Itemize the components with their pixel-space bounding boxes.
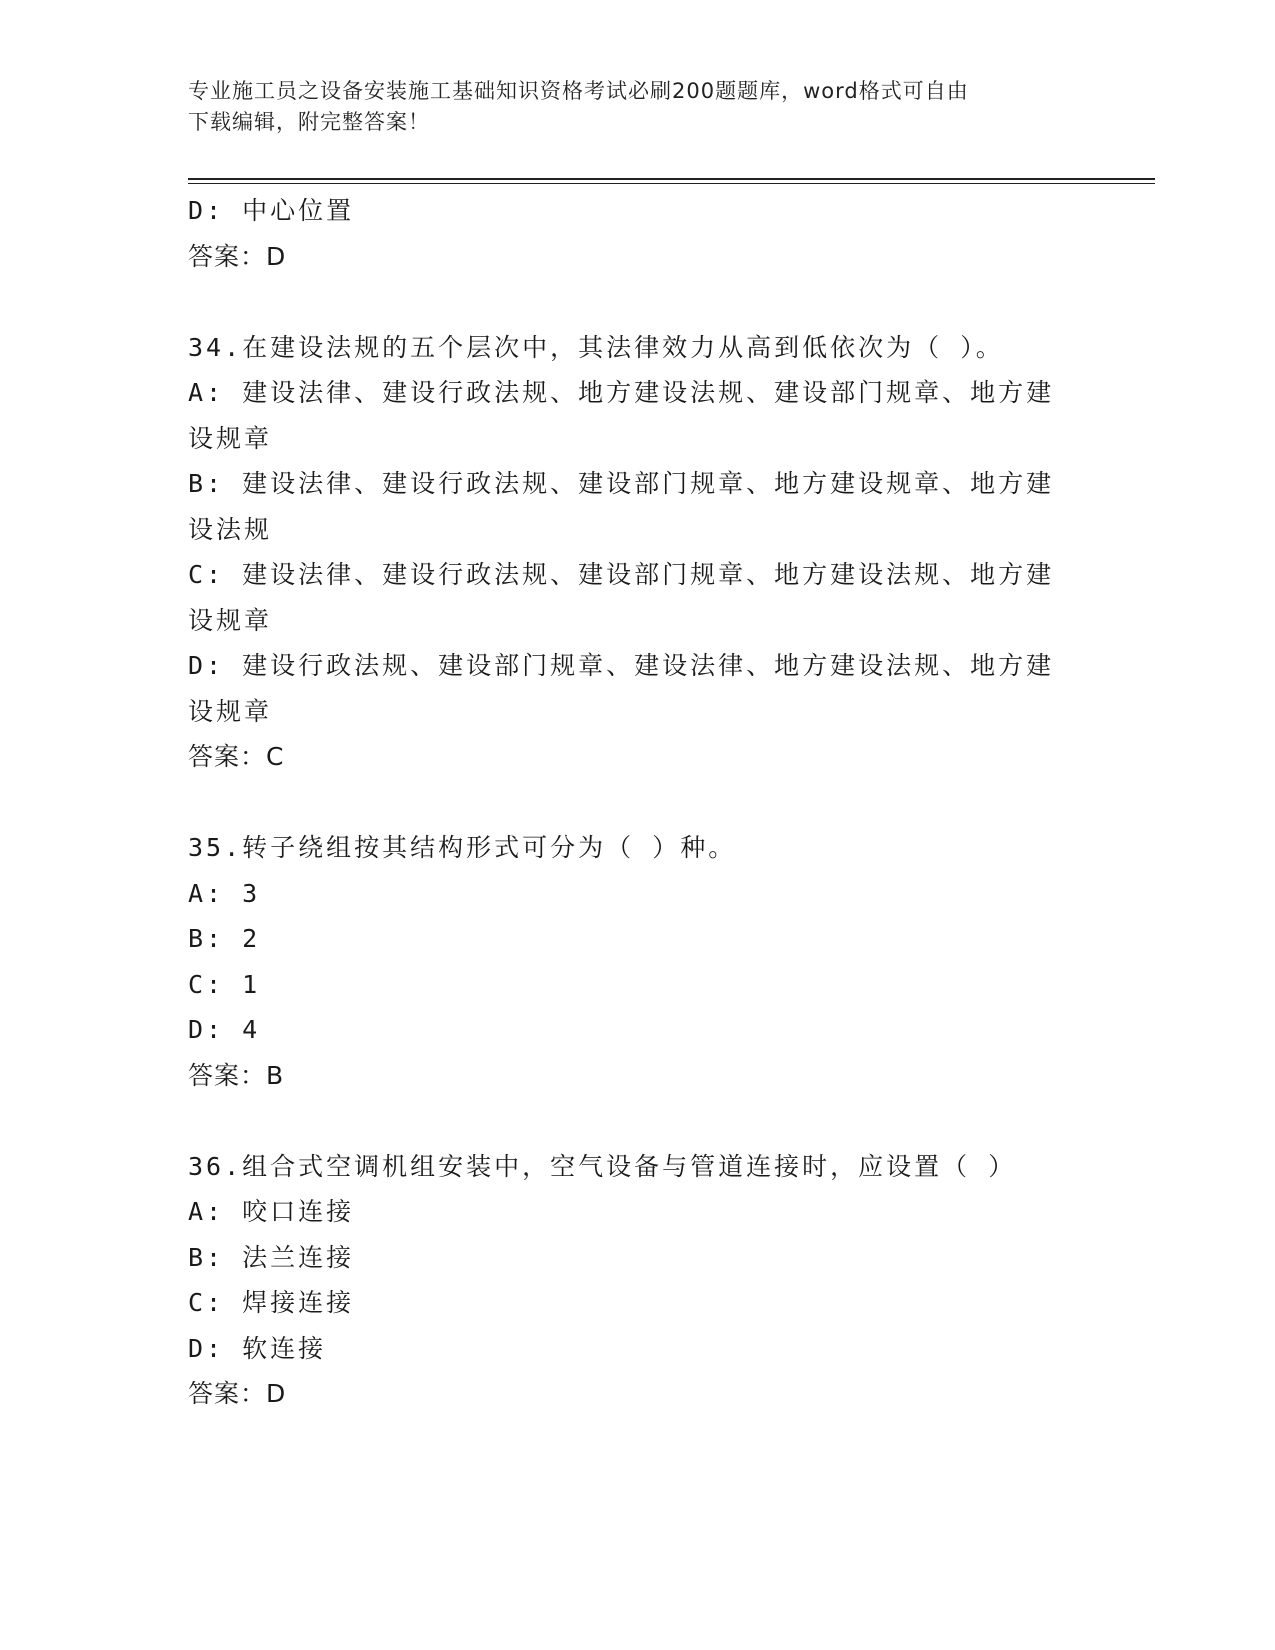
- question-35: [188, 825, 1088, 1098]
- spacer: [188, 780, 1088, 826]
- option-c: C: 1: [188, 969, 261, 999]
- option-c: C: 焊接连接: [188, 1288, 355, 1317]
- option-d: D: 4: [188, 1015, 261, 1044]
- question-list: [188, 188, 1088, 1417]
- option-a: A: 建设法律、建设行政法规、地方建设法规、建设部门规章、地方建设规章: [188, 378, 1055, 453]
- option-c: C: 建设法律、建设行政法规、建设部门规章、地方建设法规、地方建设规章: [188, 560, 1055, 635]
- header-divider-thick: [188, 178, 1155, 180]
- answer-line: 答案：D: [188, 241, 287, 271]
- spacer: [188, 279, 1088, 325]
- question-stem: 35.转子绕组按其结构形式可分为（ ）种。: [188, 833, 737, 862]
- question-34: [188, 325, 1088, 780]
- spacer: [188, 1098, 1088, 1144]
- answer-line: 答案：B: [188, 1060, 285, 1090]
- answer-line: 答案：C: [188, 742, 285, 771]
- answer-line: 答案：D: [188, 1379, 287, 1408]
- header-divider-thin: [188, 183, 1155, 184]
- option-a: A: 3: [188, 878, 261, 908]
- option-d: D: 中心位置: [188, 196, 355, 225]
- question-stem: 36.组合式空调机组安装中，空气设备与管道连接时，应设置（ ）: [188, 1151, 1017, 1181]
- previous-question-tail: [188, 188, 1088, 279]
- option-a: A: 咬口连接: [188, 1197, 355, 1226]
- header-line-2: 下载编辑，附完整答案！: [188, 110, 430, 134]
- option-b: B: 建设法律、建设行政法规、建设部门规章、地方建设规章、地方建设法规: [188, 469, 1055, 544]
- option-b: B: 2: [188, 924, 261, 953]
- option-d: D: 建设行政法规、建设部门规章、建设法律、地方建设法规、地方建设规章: [188, 651, 1055, 726]
- option-b: B: 法兰连接: [188, 1242, 355, 1272]
- header-line-1: 专业施工员之设备安装施工基础知识资格考试必刷200题题库，word格式可自由: [188, 79, 969, 103]
- option-d: D: 软连接: [188, 1333, 327, 1363]
- question-36: [188, 1144, 1088, 1417]
- question-stem: 34.在建设法规的五个层次中，其法律效力从高到低依次为（ ）。: [188, 332, 1004, 362]
- document-header: [188, 76, 1088, 138]
